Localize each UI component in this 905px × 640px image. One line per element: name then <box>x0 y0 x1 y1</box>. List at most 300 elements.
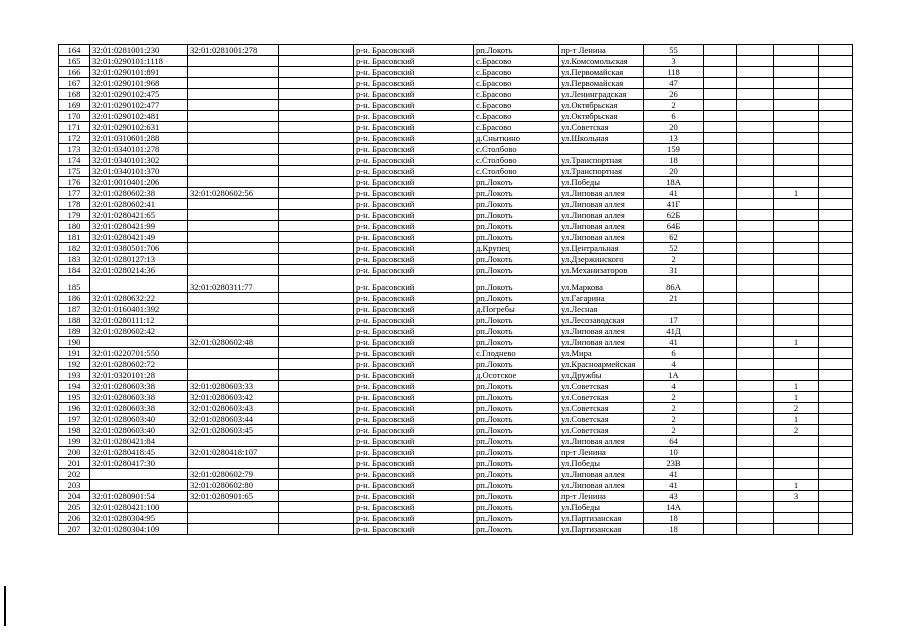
empty-cell <box>737 491 774 502</box>
empty-cell <box>737 370 774 381</box>
district-cell: р-н. Брасовский <box>354 199 474 210</box>
street-cell: ул.Липовая аллея <box>559 326 644 337</box>
row-number: 191 <box>59 348 90 359</box>
table-row <box>59 89 853 100</box>
street-cell: ул.Липовая аллея <box>559 337 644 348</box>
table-row <box>59 221 853 232</box>
empty-cell <box>819 232 853 243</box>
empty-cell <box>704 166 737 177</box>
register-table <box>58 44 853 535</box>
empty-cell <box>737 414 774 425</box>
empty-cell <box>737 326 774 337</box>
locality-cell: рп.Локоть <box>474 425 559 436</box>
linked-cadastral-number <box>188 166 279 177</box>
cadastral-number: 32:01:0290101:891 <box>90 67 188 78</box>
row-number: 201 <box>59 458 90 469</box>
street-cell: ул.Комсомольская <box>559 56 644 67</box>
table-row <box>59 436 853 447</box>
street-cell: ул.Маркова <box>559 276 644 293</box>
empty-cell <box>819 436 853 447</box>
row-number: 198 <box>59 425 90 436</box>
table-row <box>59 56 853 67</box>
street-cell: ул.Первомайская <box>559 78 644 89</box>
house-number: 64Б <box>644 221 704 232</box>
empty-cell <box>704 122 737 133</box>
empty-cell <box>279 133 354 144</box>
district-cell: р-н. Брасовский <box>354 425 474 436</box>
empty-cell <box>279 56 354 67</box>
empty-cell <box>819 45 853 56</box>
house-number: 1А <box>644 370 704 381</box>
empty-cell <box>704 392 737 403</box>
table-row <box>59 232 853 243</box>
house-number: 17 <box>644 315 704 326</box>
cadastral-number: 32:01:0280603:38 <box>90 403 188 414</box>
row-number: 171 <box>59 122 90 133</box>
empty-cell <box>704 89 737 100</box>
linked-cadastral-number <box>188 502 279 513</box>
apartment-number <box>774 469 819 480</box>
district-cell: р-н. Брасовский <box>354 304 474 315</box>
district-cell: р-н. Брасовский <box>354 403 474 414</box>
cadastral-number: 32:01:0340101:278 <box>90 144 188 155</box>
street-cell: ул.Советская <box>559 403 644 414</box>
table-row <box>59 254 853 265</box>
cadastral-number: 32:01:0290102:631 <box>90 122 188 133</box>
cadastral-number: 32:01:0290101:968 <box>90 78 188 89</box>
cadastral-number <box>90 480 188 491</box>
linked-cadastral-number <box>188 513 279 524</box>
apartment-number <box>774 436 819 447</box>
locality-cell: с.Брасово <box>474 122 559 133</box>
row-number: 187 <box>59 304 90 315</box>
empty-cell <box>737 359 774 370</box>
row-number: 207 <box>59 524 90 535</box>
cadastral-number: 32:01:0280602:42 <box>90 326 188 337</box>
empty-cell <box>279 359 354 370</box>
empty-cell <box>279 436 354 447</box>
empty-cell <box>819 293 853 304</box>
empty-cell <box>704 111 737 122</box>
street-cell: ул.Дзержинского <box>559 254 644 265</box>
table-row <box>59 210 853 221</box>
cadastral-number: 32:01:0290101:1118 <box>90 56 188 67</box>
street-cell: ул.Партизанская <box>559 513 644 524</box>
empty-cell <box>737 480 774 491</box>
apartment-number <box>774 100 819 111</box>
table-row <box>59 177 853 188</box>
cadastral-number: 32:01:0280602:72 <box>90 359 188 370</box>
empty-cell <box>819 67 853 78</box>
empty-cell <box>279 155 354 166</box>
linked-cadastral-number <box>188 210 279 221</box>
table-row <box>59 425 853 436</box>
row-number: 194 <box>59 381 90 392</box>
empty-cell <box>279 381 354 392</box>
empty-cell <box>819 469 853 480</box>
apartment-number <box>774 254 819 265</box>
apartment-number <box>774 265 819 276</box>
district-cell: р-н. Брасовский <box>354 326 474 337</box>
linked-cadastral-number <box>188 56 279 67</box>
table-row <box>59 133 853 144</box>
cadastral-number: 32:01:0280421:49 <box>90 232 188 243</box>
empty-cell <box>704 524 737 535</box>
district-cell: р-н. Брасовский <box>354 469 474 480</box>
row-number: 189 <box>59 326 90 337</box>
empty-cell <box>819 265 853 276</box>
empty-cell <box>819 502 853 513</box>
row-number: 200 <box>59 447 90 458</box>
locality-cell: рп.Локоть <box>474 403 559 414</box>
cadastral-number: 32:01:0290102:481 <box>90 111 188 122</box>
locality-cell: рп.Локоть <box>474 221 559 232</box>
apartment-number <box>774 78 819 89</box>
empty-cell <box>737 458 774 469</box>
empty-cell <box>279 315 354 326</box>
empty-cell <box>819 111 853 122</box>
house-number: 4 <box>644 381 704 392</box>
apartment-number <box>774 89 819 100</box>
linked-cadastral-number <box>188 326 279 337</box>
linked-cadastral-number: 32:01:0280603:45 <box>188 425 279 436</box>
district-cell: р-н. Брасовский <box>354 337 474 348</box>
table-row <box>59 111 853 122</box>
empty-cell <box>704 276 737 293</box>
table-row <box>59 293 853 304</box>
row-number: 182 <box>59 243 90 254</box>
linked-cadastral-number <box>188 304 279 315</box>
cadastral-number: 32:01:0280901:54 <box>90 491 188 502</box>
apartment-number <box>774 221 819 232</box>
table-row <box>59 348 853 359</box>
district-cell: р-н. Брасовский <box>354 188 474 199</box>
apartment-number <box>774 513 819 524</box>
empty-cell <box>819 243 853 254</box>
district-cell: р-н. Брасовский <box>354 254 474 265</box>
linked-cadastral-number <box>188 78 279 89</box>
empty-cell <box>819 370 853 381</box>
linked-cadastral-number <box>188 133 279 144</box>
house-number: 86А <box>644 276 704 293</box>
empty-cell <box>279 188 354 199</box>
apartment-number <box>774 133 819 144</box>
table-row <box>59 78 853 89</box>
apartment-number <box>774 293 819 304</box>
house-number: 18А <box>644 177 704 188</box>
table-row <box>59 524 853 535</box>
row-number: 178 <box>59 199 90 210</box>
locality-cell: с.Брасово <box>474 100 559 111</box>
apartment-number: 1 <box>774 480 819 491</box>
linked-cadastral-number <box>188 293 279 304</box>
empty-cell <box>279 276 354 293</box>
empty-cell <box>819 177 853 188</box>
locality-cell: рп.Локоть <box>474 337 559 348</box>
empty-cell <box>819 188 853 199</box>
linked-cadastral-number: 32:01:0280602:80 <box>188 480 279 491</box>
street-cell: ул.Гагарина <box>559 293 644 304</box>
street-cell: ул.Транспортная <box>559 166 644 177</box>
district-cell: р-н. Брасовский <box>354 67 474 78</box>
empty-cell <box>279 111 354 122</box>
empty-cell <box>704 221 737 232</box>
apartment-number <box>774 359 819 370</box>
house-number: 21 <box>644 293 704 304</box>
row-number: 166 <box>59 67 90 78</box>
district-cell: р-н. Брасовский <box>354 133 474 144</box>
street-cell: ул.Победы <box>559 177 644 188</box>
locality-cell: с.Столбово <box>474 144 559 155</box>
empty-cell <box>279 425 354 436</box>
cadastral-number: 32:01:0160401:392 <box>90 304 188 315</box>
empty-cell <box>737 100 774 111</box>
locality-cell: рп.Локоть <box>474 381 559 392</box>
district-cell: р-н. Брасовский <box>354 524 474 535</box>
street-cell: ул.Первомайская <box>559 67 644 78</box>
locality-cell: рп.Локоть <box>474 210 559 221</box>
linked-cadastral-number: 32:01:0280418:107 <box>188 447 279 458</box>
district-cell: р-н. Брасовский <box>354 414 474 425</box>
empty-cell <box>737 315 774 326</box>
table-row <box>59 392 853 403</box>
table-row <box>59 403 853 414</box>
district-cell: р-н. Брасовский <box>354 144 474 155</box>
empty-cell <box>737 276 774 293</box>
street-cell: ул.Липовая аллея <box>559 188 644 199</box>
apartment-number <box>774 56 819 67</box>
empty-cell <box>737 513 774 524</box>
row-number: 204 <box>59 491 90 502</box>
empty-cell <box>704 447 737 458</box>
empty-cell <box>704 56 737 67</box>
apartment-number: 1 <box>774 337 819 348</box>
locality-cell: с.Брасово <box>474 67 559 78</box>
empty-cell <box>704 210 737 221</box>
cadastral-number <box>90 469 188 480</box>
locality-cell: рп.Локоть <box>474 199 559 210</box>
cadastral-number: 32:01:0280304:109 <box>90 524 188 535</box>
row-number: 188 <box>59 315 90 326</box>
empty-cell <box>737 188 774 199</box>
cadastral-number: 32:01:0280421:100 <box>90 502 188 513</box>
empty-cell <box>704 232 737 243</box>
empty-cell <box>279 232 354 243</box>
apartment-number <box>774 524 819 535</box>
locality-cell: д.Осотское <box>474 370 559 381</box>
table-row <box>59 199 853 210</box>
street-cell: ул.Липовая аллея <box>559 436 644 447</box>
locality-cell: рп.Локоть <box>474 265 559 276</box>
district-cell: р-н. Брасовский <box>354 89 474 100</box>
cadastral-number: 32:01:0290102:475 <box>90 89 188 100</box>
house-number: 6 <box>644 348 704 359</box>
empty-cell <box>737 133 774 144</box>
empty-cell <box>737 232 774 243</box>
linked-cadastral-number <box>188 144 279 155</box>
table-row <box>59 337 853 348</box>
cadastral-number: 32:01:0280603:38 <box>90 392 188 403</box>
empty-cell <box>704 315 737 326</box>
locality-cell: рп.Локоть <box>474 232 559 243</box>
empty-cell <box>279 122 354 133</box>
linked-cadastral-number: 32:01:0280603:42 <box>188 392 279 403</box>
empty-cell <box>279 221 354 232</box>
locality-cell: д.Крупец <box>474 243 559 254</box>
row-number: 181 <box>59 232 90 243</box>
table-body <box>59 45 853 535</box>
row-number: 176 <box>59 177 90 188</box>
empty-cell <box>279 210 354 221</box>
street-cell: ул.Ленинградская <box>559 89 644 100</box>
empty-cell <box>819 155 853 166</box>
apartment-number <box>774 67 819 78</box>
linked-cadastral-number <box>188 122 279 133</box>
district-cell: р-н. Брасовский <box>354 221 474 232</box>
locality-cell: рп.Локоть <box>474 359 559 370</box>
row-number: 169 <box>59 100 90 111</box>
row-number: 190 <box>59 337 90 348</box>
street-cell: ул.Советская <box>559 414 644 425</box>
row-number: 197 <box>59 414 90 425</box>
apartment-number <box>774 177 819 188</box>
house-number: 41 <box>644 469 704 480</box>
empty-cell <box>819 381 853 392</box>
empty-cell <box>704 359 737 370</box>
apartment-number: 1 <box>774 381 819 392</box>
table-row <box>59 304 853 315</box>
apartment-number <box>774 276 819 293</box>
locality-cell: рп.Локоть <box>474 254 559 265</box>
row-number: 167 <box>59 78 90 89</box>
linked-cadastral-number <box>188 100 279 111</box>
empty-cell <box>279 304 354 315</box>
empty-cell <box>704 480 737 491</box>
empty-cell <box>819 458 853 469</box>
apartment-number <box>774 243 819 254</box>
empty-cell <box>737 392 774 403</box>
locality-cell: рп.Локоть <box>474 469 559 480</box>
empty-cell <box>819 78 853 89</box>
linked-cadastral-number <box>188 524 279 535</box>
empty-cell <box>819 56 853 67</box>
house-number: 62Б <box>644 210 704 221</box>
empty-cell <box>737 243 774 254</box>
empty-cell <box>279 370 354 381</box>
empty-cell <box>737 381 774 392</box>
empty-cell <box>279 100 354 111</box>
district-cell: р-н. Брасовский <box>354 276 474 293</box>
apartment-number <box>774 166 819 177</box>
locality-cell: рп.Локоть <box>474 414 559 425</box>
house-number: 41 <box>644 188 704 199</box>
locality-cell: рп.Локоть <box>474 392 559 403</box>
street-cell: ул.Лесная <box>559 304 644 315</box>
district-cell: р-н. Брасовский <box>354 436 474 447</box>
empty-cell <box>737 144 774 155</box>
empty-cell <box>819 524 853 535</box>
empty-cell <box>279 491 354 502</box>
empty-cell <box>819 491 853 502</box>
locality-cell: д.Сныткино <box>474 133 559 144</box>
street-cell: ул.Советская <box>559 381 644 392</box>
cadastral-number: 32:01:0280603:40 <box>90 414 188 425</box>
apartment-number: 2 <box>774 403 819 414</box>
row-number: 168 <box>59 89 90 100</box>
district-cell: р-н. Брасовский <box>354 491 474 502</box>
district-cell: р-н. Брасовский <box>354 513 474 524</box>
empty-cell <box>737 166 774 177</box>
locality-cell: с.Брасово <box>474 89 559 100</box>
apartment-number <box>774 315 819 326</box>
empty-cell <box>279 293 354 304</box>
locality-cell: рп.Локоть <box>474 326 559 337</box>
empty-cell <box>704 348 737 359</box>
empty-cell <box>704 502 737 513</box>
locality-cell: с.Столбово <box>474 166 559 177</box>
row-number: 165 <box>59 56 90 67</box>
house-number: 64 <box>644 436 704 447</box>
linked-cadastral-number: 32:01:0280602:48 <box>188 337 279 348</box>
cadastral-number: 32:01:0280421:65 <box>90 210 188 221</box>
district-cell: р-н. Брасовский <box>354 370 474 381</box>
table-row <box>59 67 853 78</box>
empty-cell <box>279 403 354 414</box>
empty-cell <box>819 348 853 359</box>
empty-cell <box>737 221 774 232</box>
cadastral-number: 32:01:0220701:550 <box>90 348 188 359</box>
apartment-number <box>774 370 819 381</box>
empty-cell <box>279 469 354 480</box>
empty-cell <box>704 45 737 56</box>
empty-cell <box>704 293 737 304</box>
table-row <box>59 502 853 513</box>
empty-cell <box>737 67 774 78</box>
linked-cadastral-number <box>188 243 279 254</box>
apartment-number <box>774 458 819 469</box>
row-number: 175 <box>59 166 90 177</box>
cadastral-number: 32:01:0280602:41 <box>90 199 188 210</box>
street-cell: пр-т Ленина <box>559 447 644 458</box>
cadastral-number: 32:01:0010401:206 <box>90 177 188 188</box>
row-number: 186 <box>59 293 90 304</box>
empty-cell <box>279 326 354 337</box>
street-cell: ул.Дружбы <box>559 370 644 381</box>
apartment-number: 2 <box>774 425 819 436</box>
empty-cell <box>737 155 774 166</box>
house-number: 31 <box>644 265 704 276</box>
empty-cell <box>819 403 853 414</box>
empty-cell <box>279 144 354 155</box>
house-number: 26 <box>644 89 704 100</box>
empty-cell <box>737 45 774 56</box>
street-cell: пр-т Ленина <box>559 491 644 502</box>
empty-cell <box>704 513 737 524</box>
empty-cell <box>737 304 774 315</box>
row-number: 179 <box>59 210 90 221</box>
empty-cell <box>819 304 853 315</box>
district-cell: р-н. Брасовский <box>354 166 474 177</box>
empty-cell <box>737 111 774 122</box>
cadastral-number <box>90 337 188 348</box>
row-number: 192 <box>59 359 90 370</box>
locality-cell: рп.Локоть <box>474 524 559 535</box>
house-number: 3 <box>644 56 704 67</box>
apartment-number <box>774 348 819 359</box>
locality-cell: рп.Локоть <box>474 513 559 524</box>
table-row <box>59 45 853 56</box>
empty-cell <box>279 45 354 56</box>
